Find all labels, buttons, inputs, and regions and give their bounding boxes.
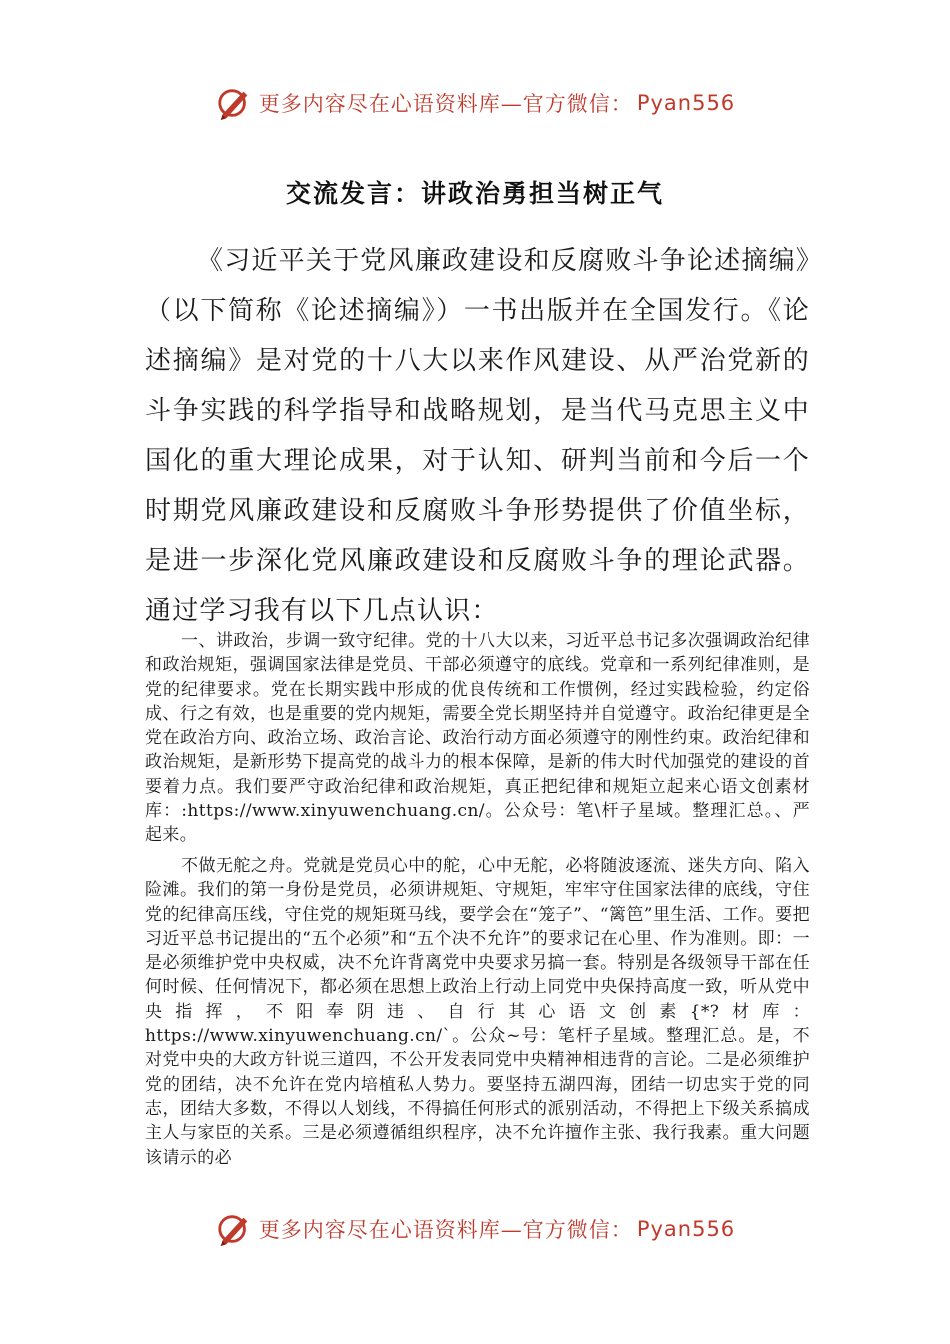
page-title: 交流发言：讲政治勇担当树正气 [285, 179, 664, 208]
body-paragraph-1: 一、讲政治，步调一致守纪律。党的十八大以来，习近平总书记多次强调政治纪律和政治规矩，强调国家法律是党员、干部必须遵守的底线。党章和一系列纪律准则，是党的纪律要求。党在长期实践中形成的优良传统和工作惯例，经过实践检验，约定俗成、行之有效，也是重要的党内规矩，需要全党长期坚持并自觉遵守。政治纪律更是全党在政治方向、政治立场、政治言论、政治行动方面必须遵守的刚性约束。政治纪律和政治规矩，是新形势下提高党的战斗力的根本保障，是新的伟大时代加强党的建设的首要着力点。我们要严守政治纪律和政治规矩，真正把纪律和规矩立起来心语文创素材库：:https://www.xinyuwenchuang.cn/。公众号：笔\杆子星域。整理汇总。、严起来。 [145, 631, 810, 846]
body-paragraph-2: 不做无舵之舟。党就是党员心中的舵，心中无舵，必将随波逐流、迷失方向、陷入险滩。我们的第一身份是党员，必须讲规矩、守规矩，牢牢守住国家法律的底线，守住党的纪律高压线，守住党的规矩斑马线，要学会在“笼子”、“篱笆”里生活、工作。要把习近平总书记提出的“五个必须”和“五个决不允许”的要求记在心里、作为准则。即：一是必须维护党中央权威，决不允许背离党中央要求另搞一套。特别是各级领导干部在任何时候、任何情况下，都必须在思想上政治上行动上同党中央保持高度一致，听从党中央指挥，不阳奉阴违、自行其心语文创素{*?材库：https://www.xinyuwenchuang.cn/`。公众~号：笔杆子星域。整理汇总。是，不对党中央的大政方针说三道四，不公开发表同党中央精神相违背的言论。二是必须维护党的团结，决不允许在党内培植私人势力。要坚持五湖四海，团结一切忠实于党的同志，团结大多数，不得以人划线，不得搞任何形式的派别活动，不得把上下级关系搞成主人与家臣的关系。三是必须遵循组织程序，决不允许擅作主张、我行我素。重大问题该请示的必 [145, 856, 810, 1168]
banner-text: 更多内容尽在心语资料库—官方微信： [258, 1218, 633, 1242]
lead-paragraph: 《习近平关于党风廉政建设和反腐败斗争论述摘编》（以下简称《论述摘编》）一书出版并在全国发行。《论述摘编》是对党的十八大以来作风建设、从严治党新的斗争实践的科学指导和战略规划，是当代马克思主义中国化的重大理论成果，对于认知、研判当前和今后一个时期党风廉政建设和反腐败斗争形势提供了价值坐标，是进一步深化党风廉政建设和反腐败斗争的理论武器。通过学习我有以下几点认识： [145, 246, 810, 626]
wechat-id: Pyan556 [636, 91, 736, 115]
banner-text: 更多内容尽在心语资料库—官方微信： [258, 92, 633, 116]
pen-logo-icon [215, 1210, 253, 1248]
wechat-id: Pyan556 [636, 1217, 736, 1241]
header-banner [0, 78, 950, 128]
pen-logo-icon [215, 84, 253, 122]
footer-banner [0, 1204, 950, 1254]
